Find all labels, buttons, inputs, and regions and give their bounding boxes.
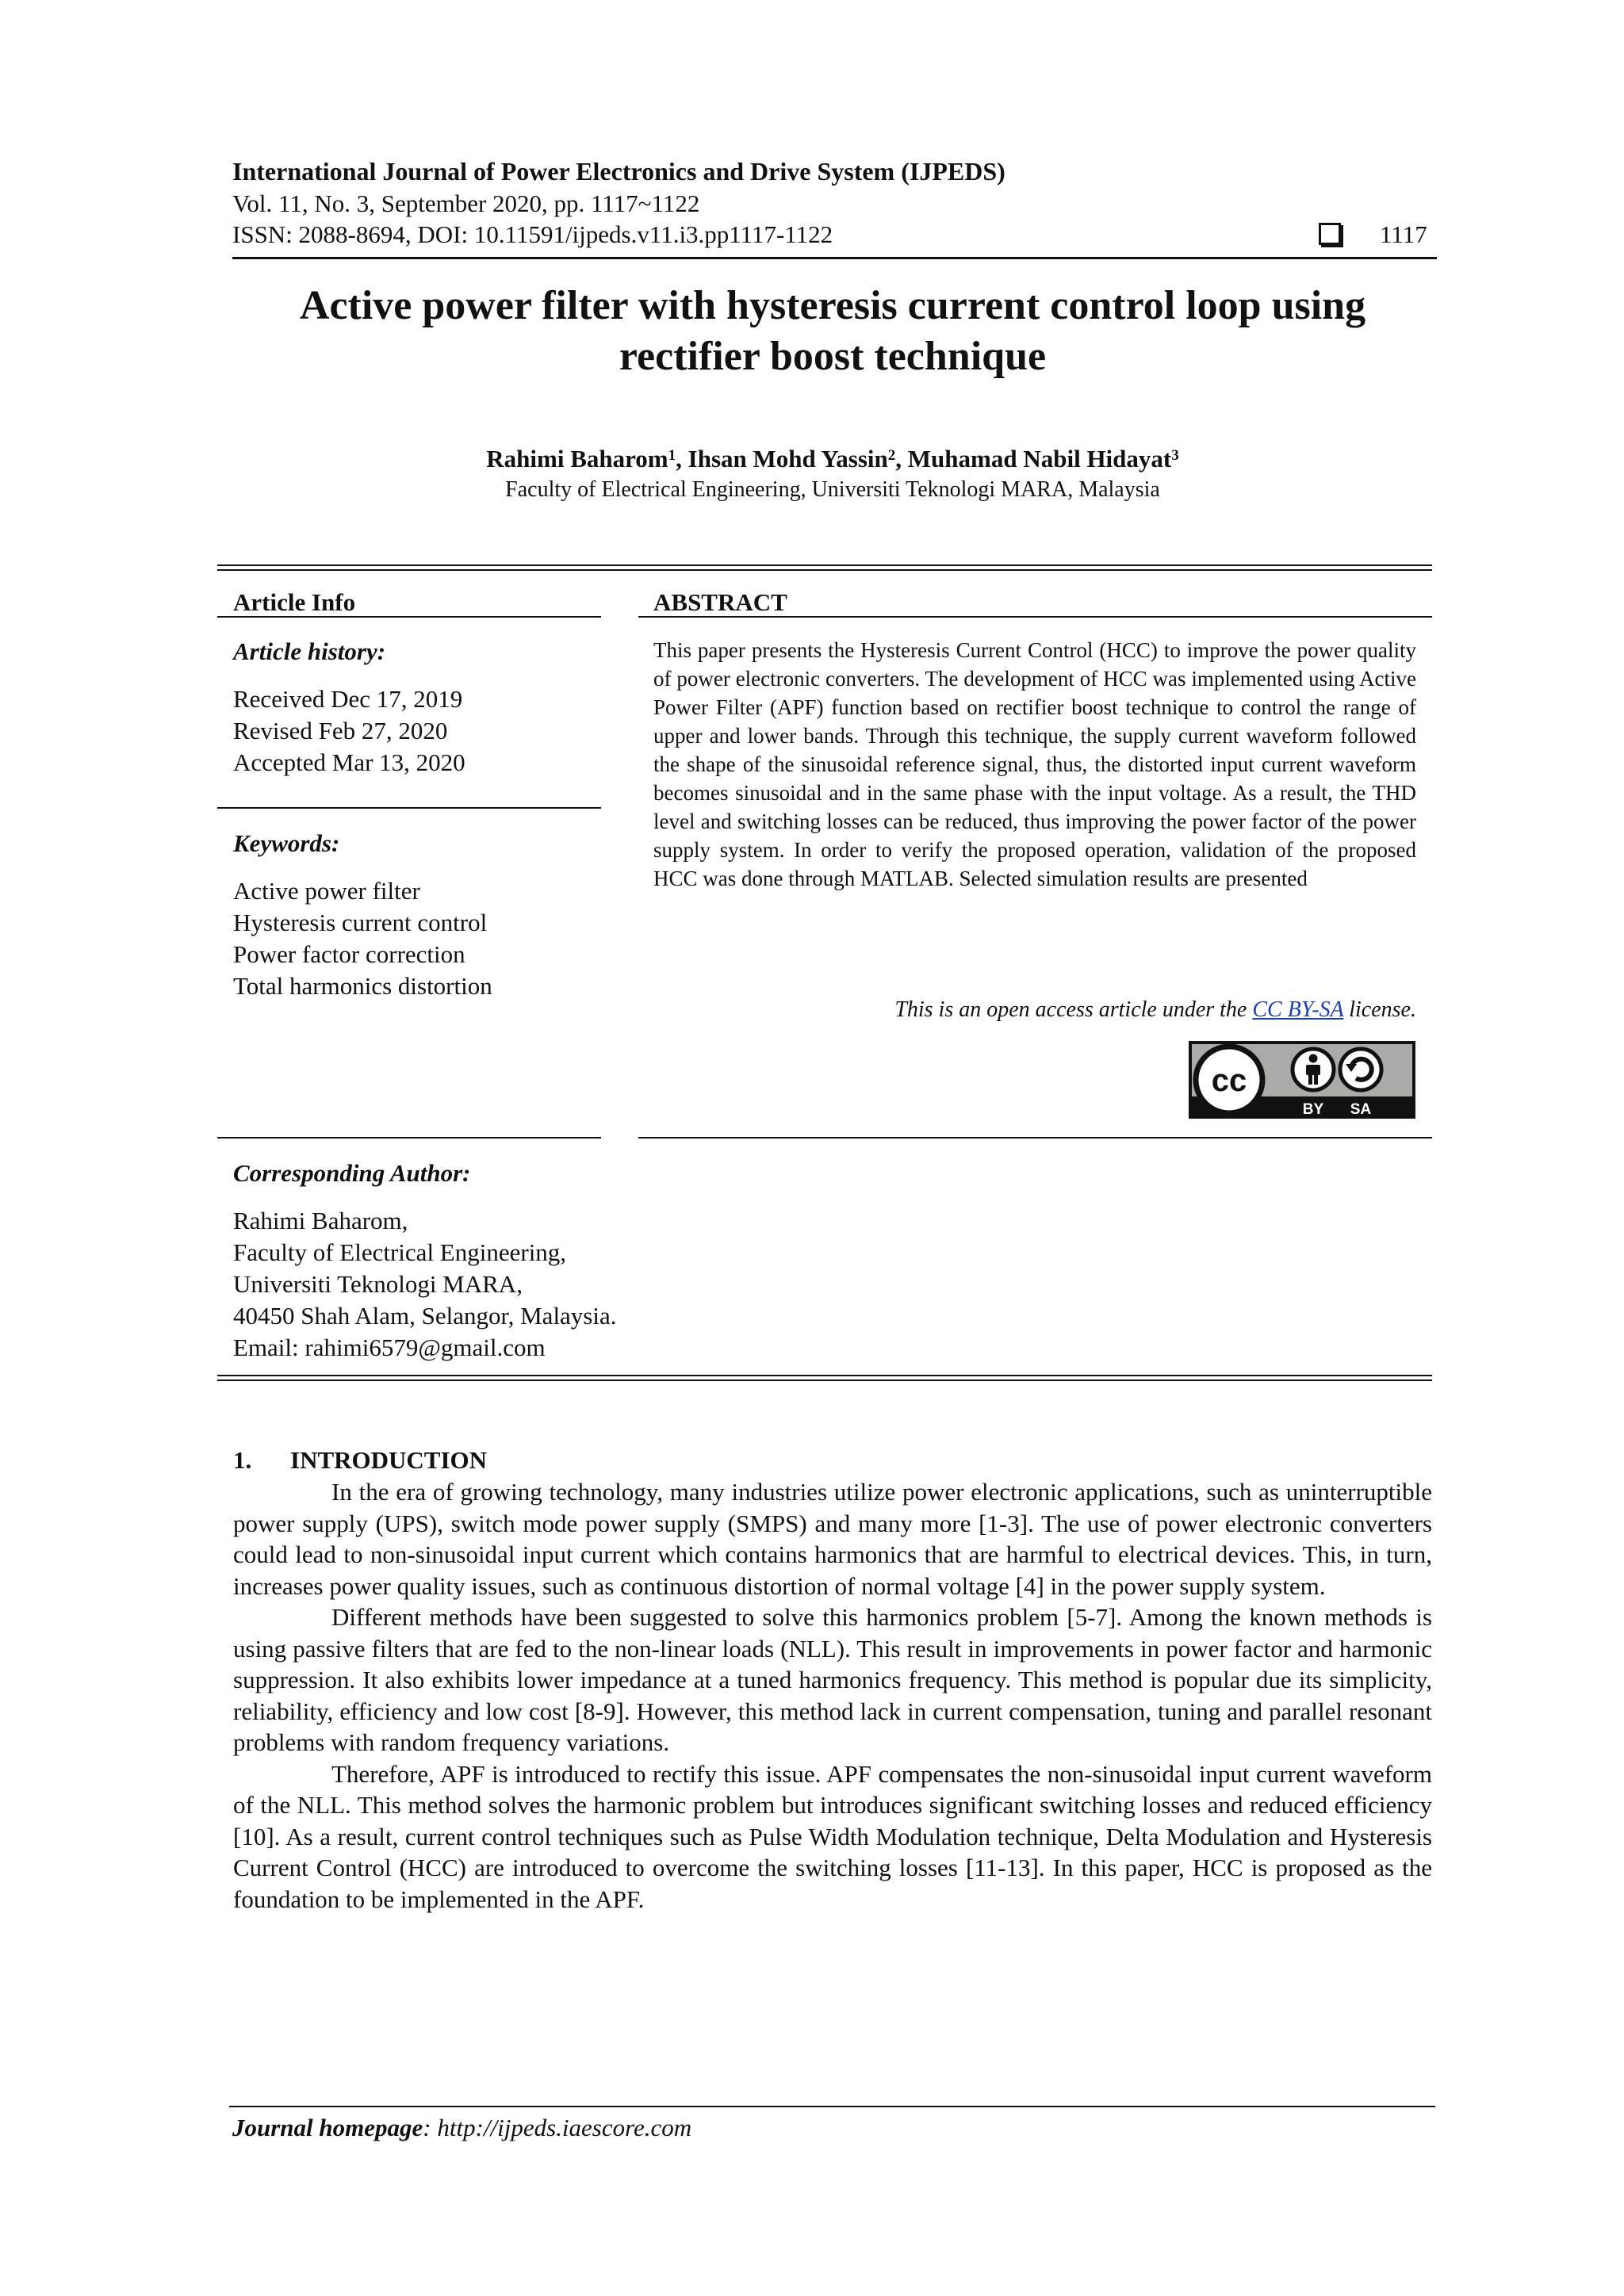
info-box-bottom-rule: [217, 1375, 1432, 1376]
footer-rule: [229, 2106, 1435, 2107]
license-prefix: This is an open access article under the: [894, 997, 1253, 1022]
author-affiliation-mark: 3: [1171, 447, 1179, 464]
article-info-heading: Article Info: [233, 588, 356, 616]
corresponding-author-heading: Corresponding Author:: [233, 1159, 471, 1187]
checkbox-square-icon: [1319, 223, 1341, 245]
author-separator: ,: [676, 445, 688, 473]
keywords-heading: Keywords:: [233, 829, 340, 857]
title-line-2: rectifier boost technique: [619, 334, 1047, 379]
affiliation: Faculty of Electrical Engineering, Universiti Teknologi MARA, Malaysia: [505, 477, 1160, 502]
corresponding-author-faculty: Faculty of Electrical Engineering,: [233, 1238, 567, 1266]
corresponding-author-university: Universiti Teknologi MARA,: [233, 1270, 523, 1298]
info-box-bottom-rule: [217, 1380, 1432, 1381]
keywords-list: [233, 875, 492, 1002]
volume-line: Vol. 11, No. 3, September 2020, pp. 1117~1122: [232, 189, 700, 217]
issn-line: ISSN: 2088-8694, DOI: 10.11591/ijpeds.v11.i3.pp1117-1122: [232, 220, 833, 248]
info-box-top-rule: [217, 564, 1432, 566]
history-received: Received Dec 17, 2019: [233, 685, 463, 713]
keyword-item: Total harmonics distortion: [233, 972, 492, 1000]
page-number: 1117: [1380, 220, 1427, 248]
author-name: Rahimi Baharom: [486, 445, 668, 473]
article-history-list: [233, 683, 465, 779]
title-line-1: Active power filter with hysteresis current control loop using: [299, 283, 1366, 328]
corresponding-author-email: Email: rahimi6579@gmail.com: [233, 1334, 546, 1361]
footer-label: Journal homepage: [232, 2114, 423, 2141]
keyword-item: Active power filter: [233, 877, 420, 905]
keyword-item: Power factor correction: [233, 940, 465, 968]
license-statement: [653, 996, 1416, 1024]
badge-sa-label: SA: [1350, 1101, 1372, 1118]
author-affiliation-mark: 1: [668, 447, 676, 464]
abstract-text: This paper presents the Hysteresis Current Control (HCC) to improve the power quality of power electronic converters. The development of HCC was implemented using Active Power Filter (APF) function based on rectifier boost technique to control the range of upper and lower bands. Through this technique, the supply current waveform followed the shape of the sinusoidal reference signal, thus, the distorted input current waveform becomes sinusoidal and in the same phase with the input voltage. As a result, the THD level and switching losses can be reduced, thus improving the power factor of the power supply system. In order to verify the proposed operation, validation of the proposed HCC was done through MATLAB. Selected simulation results are presented: [653, 638, 1416, 890]
history-keywords-divider: [217, 807, 601, 809]
article-history-heading: Article history:: [233, 637, 386, 665]
section-heading-introduction: [233, 1445, 487, 1476]
info-box-top-rule: [217, 569, 1432, 571]
corresponding-author-name: Rahimi Baharom,: [233, 1207, 408, 1234]
author-name: Ihsan Mohd Yassin: [688, 445, 888, 473]
history-revised: Revised Feb 27, 2020: [233, 717, 448, 744]
license-suffix: license.: [1343, 997, 1416, 1022]
corresponding-author-details: [233, 1205, 617, 1364]
keyword-item: Hysteresis current control: [233, 909, 488, 936]
cc-by-sa-badge[interactable]: [1188, 1040, 1416, 1119]
author-name: Muhamad Nabil Hidayat: [907, 445, 1172, 473]
author-separator: ,: [895, 445, 908, 473]
badge-by-label: BY: [1302, 1101, 1324, 1118]
person-icon: [1293, 1049, 1334, 1090]
section-number: 1.: [233, 1446, 252, 1474]
share-alike-icon: [1340, 1049, 1381, 1090]
introduction-body: [233, 1476, 1432, 1915]
section-title: INTRODUCTION: [290, 1446, 488, 1474]
abstract-bottom-rule: [638, 1137, 1432, 1138]
body-paragraph: In the era of growing technology, many industries utilize power electronic applications, such as uninterruptible power supply (UPS), switch mode power supply (SMPS) and many more [1-3]. The use of power electronic converters could lead to non-sinusoidal input current which contains harmonics that are harmful to electrical devices. This, in turn, increases power quality issues, such as continuous distortion of normal voltage [4] in the power supply system.: [233, 1478, 1432, 1600]
body-paragraph: Different methods have been suggested to solve this harmonics problem [5-7]. Among the known methods is using passive filters that are fed to the non-linear loads (NLL). This result in improvements in power factor and harmonic suppression. It also exhibits lower impedance at a tuned harmonics frequency. This method is popular due its simplicity, reliability, efficiency and low cost [8-9]. However, this method lack in current compensation, tuning and parallel resonant problems with random frequency variations.: [233, 1603, 1432, 1756]
header-rule: [232, 257, 1437, 259]
abstract-heading: ABSTRACT: [653, 588, 787, 616]
author-list: [206, 443, 1459, 475]
body-paragraph: Therefore, APF is introduced to rectify this issue. APF compensates the non-sinusoidal input current waveform of the NLL. This method solves the harmonic problem but introduces significant switching losses and reduced efficiency [10]. As a result, current control techniques such as Pulse Width Modulation technique, Delta Modulation and Hysteresis Current Control (HCC) are introduced to overcome the switching losses [11-13]. In this paper, HCC is proposed as the foundation to be implemented in the APF.: [233, 1759, 1432, 1913]
cc-by-sa-link[interactable]: CC BY-SA: [1252, 997, 1344, 1022]
journal-name: International Journal of Power Electronics and Drive System (IJPEDS): [232, 157, 1005, 186]
cc-logo-text: cc: [1211, 1063, 1247, 1098]
article-info-bottom-rule: [217, 1137, 601, 1138]
history-accepted: Accepted Mar 13, 2020: [233, 748, 465, 776]
footer-url[interactable]: : http://ijpeds.iaescore.com: [423, 2114, 692, 2141]
journal-homepage-footer: [232, 2112, 691, 2144]
cc-logo-icon: [1196, 1047, 1262, 1113]
paper-title: [206, 281, 1459, 382]
corresponding-author-address: 40450 Shah Alam, Selangor, Malaysia.: [233, 1302, 617, 1330]
author-affiliation-mark: 2: [887, 447, 896, 464]
